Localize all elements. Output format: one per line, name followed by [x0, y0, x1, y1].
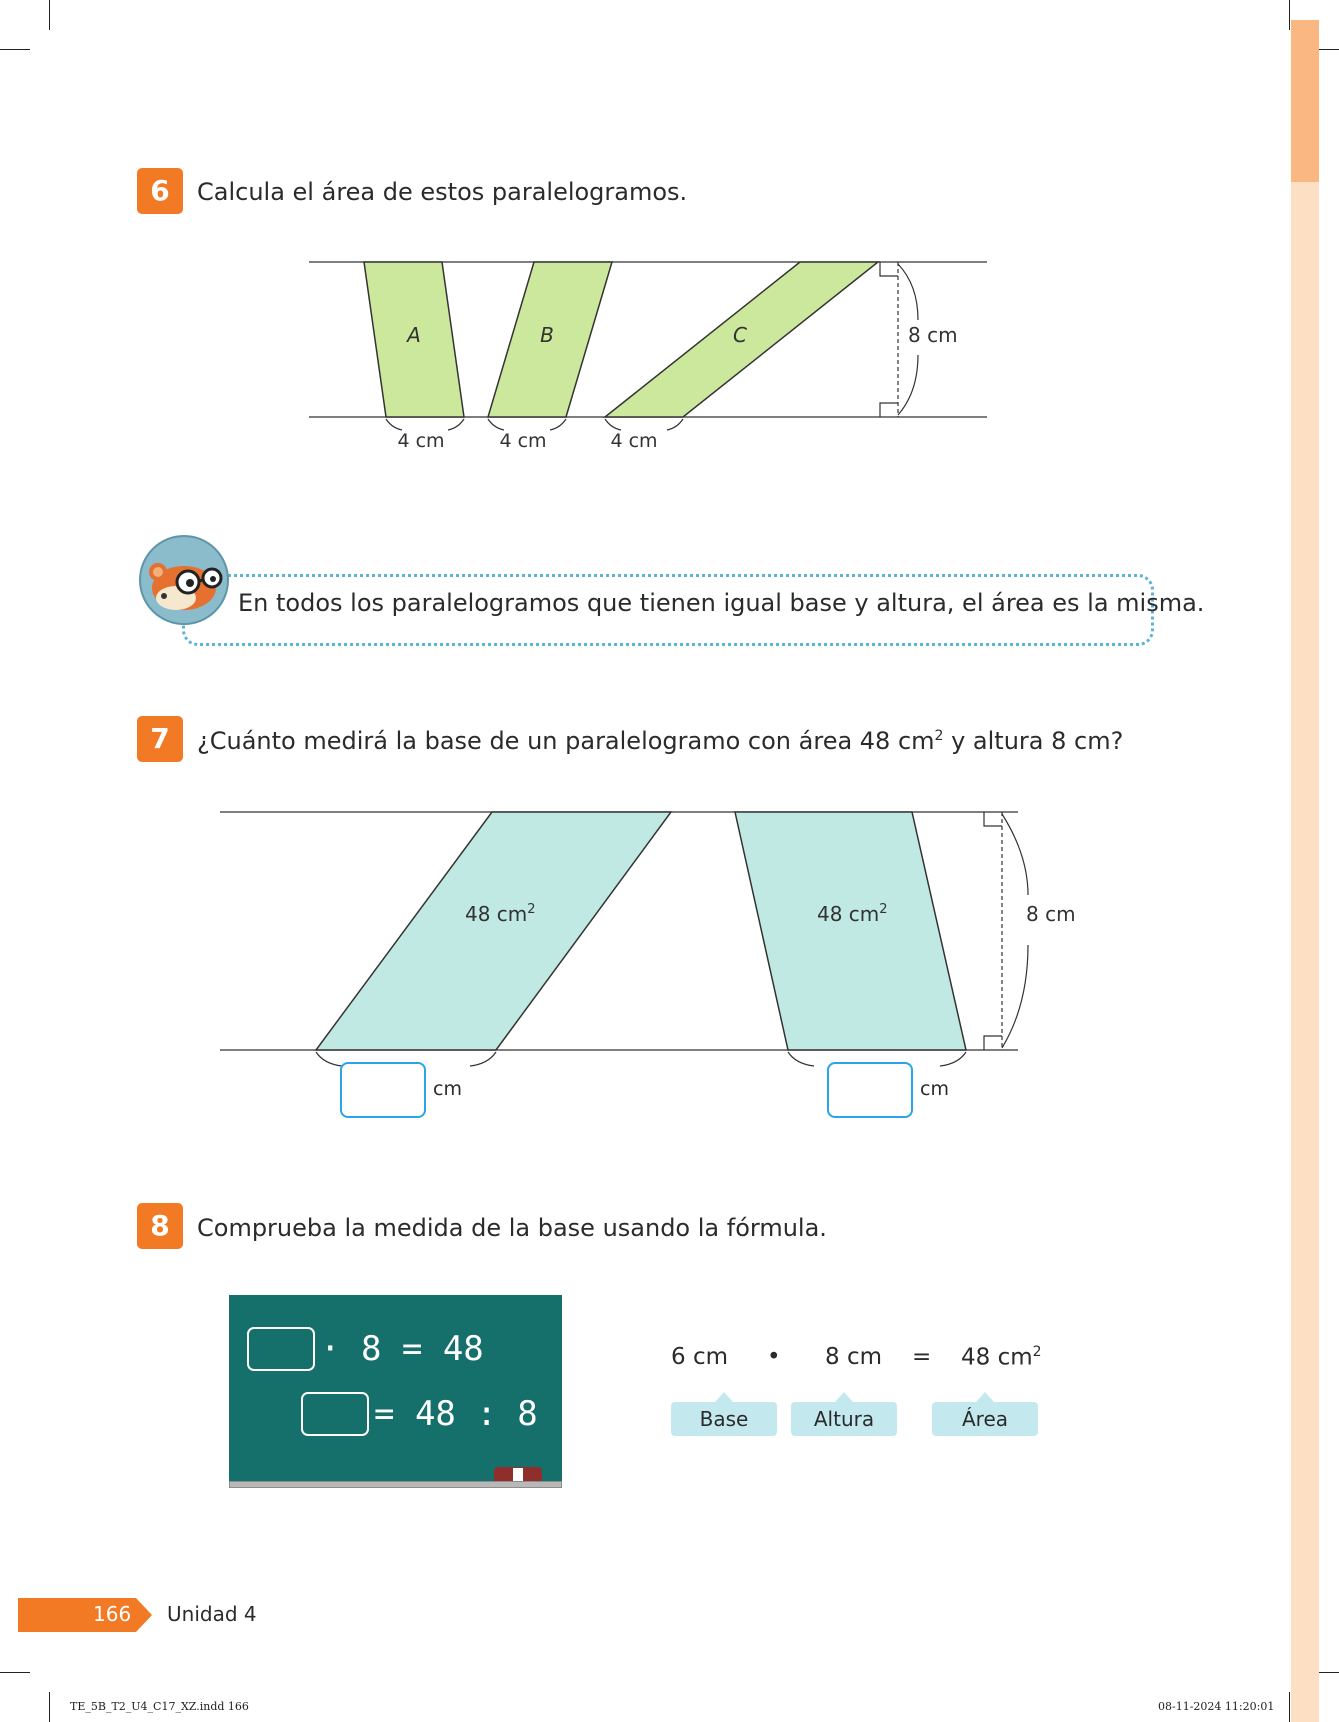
label-b: B — [540, 323, 554, 347]
height-label: 8 cm — [908, 323, 958, 347]
exercise-6-number: 6 — [137, 168, 183, 214]
formula-dot: • — [767, 1344, 781, 1370]
formula-tag-area: Área — [932, 1402, 1038, 1436]
slug-file: TE_5B_T2_U4_C17_XZ.indd 166 — [70, 1700, 249, 1713]
right-angle-top — [880, 262, 898, 276]
height-brace — [1002, 814, 1028, 1048]
area-label-left: 48 $cm^2$ — [465, 902, 536, 926]
board-line-2: = 48 : 8 — [374, 1394, 538, 1434]
slug-date: 08-11-2024 11:20:01 — [1158, 1700, 1275, 1713]
right-angle-top — [984, 812, 1002, 826]
exercise-8-text: Comprueba la medida de la base usando la fórmula. — [197, 1214, 827, 1242]
formula-area-text: 48 cm — [961, 1344, 1033, 1371]
unit-label-right: cm — [920, 1078, 949, 1100]
formula-area-value — [961, 1344, 1042, 1371]
parallelogram-left — [316, 812, 671, 1050]
exercise-7-text-sup: 2 — [934, 728, 944, 744]
note-text: En todos los paralelogramos que tienen igual base y altura, el área es la misma. — [238, 589, 1205, 617]
formula-height-value: 8 cm — [825, 1344, 882, 1370]
right-angle-bottom — [880, 403, 898, 417]
right-angle-bottom — [984, 1036, 1002, 1050]
formula-equals: = — [912, 1344, 932, 1370]
base-label-b: 4 cm — [499, 430, 547, 452]
crop-mark — [0, 1672, 30, 1673]
exercise-7-text-main: ¿Cuánto medirá la base de un paralelogramo con área 48 cm — [197, 727, 935, 755]
board-answer-box-1[interactable] — [247, 1327, 315, 1371]
height-label: 8 cm — [1026, 902, 1076, 926]
base-answer-box-right[interactable] — [827, 1062, 913, 1118]
base-label-c: 4 cm — [610, 430, 658, 452]
base-brace-b — [488, 419, 566, 430]
exercise-7-text — [197, 727, 1123, 755]
formula-base-value: 6 cm — [671, 1344, 728, 1370]
label-c: C — [733, 323, 747, 347]
formula-area-sup: 2 — [1032, 1344, 1042, 1360]
chalk-rail — [229, 1481, 562, 1488]
eraser-label — [513, 1468, 523, 1481]
formula-tag-base: Base — [671, 1402, 777, 1436]
chalkboard — [229, 1295, 562, 1485]
mascot-hamster-icon — [138, 534, 230, 626]
parallelogram-right — [735, 812, 966, 1050]
board-line-1: · 8 = 48 — [320, 1329, 484, 1369]
exercise-6-figure — [0, 0, 1339, 470]
formula-tag-height: Altura — [791, 1402, 897, 1436]
area-label-right: 48 $cm^2$ — [817, 902, 888, 926]
unit-label-left: cm — [433, 1078, 462, 1100]
page-number: 166 — [93, 1602, 132, 1626]
unit-name: Unidad 4 — [167, 1602, 257, 1626]
exercise-7-number: 7 — [137, 716, 183, 762]
board-answer-box-2[interactable] — [301, 1392, 369, 1436]
exercise-8-number: 8 — [137, 1203, 183, 1249]
exercise-6-text: Calcula el área de estos paralelogramos. — [197, 178, 688, 206]
base-label-a: 4 cm — [397, 430, 445, 452]
exercise-7-text-end: y altura 8 cm? — [943, 727, 1124, 755]
label-a: A — [407, 323, 421, 347]
base-brace-a — [386, 419, 464, 430]
base-answer-box-left[interactable] — [340, 1062, 426, 1118]
base-brace-c — [605, 419, 683, 430]
crop-mark — [49, 1692, 50, 1722]
exercise-7-figure — [0, 780, 1339, 1110]
crop-mark — [1289, 1692, 1290, 1722]
